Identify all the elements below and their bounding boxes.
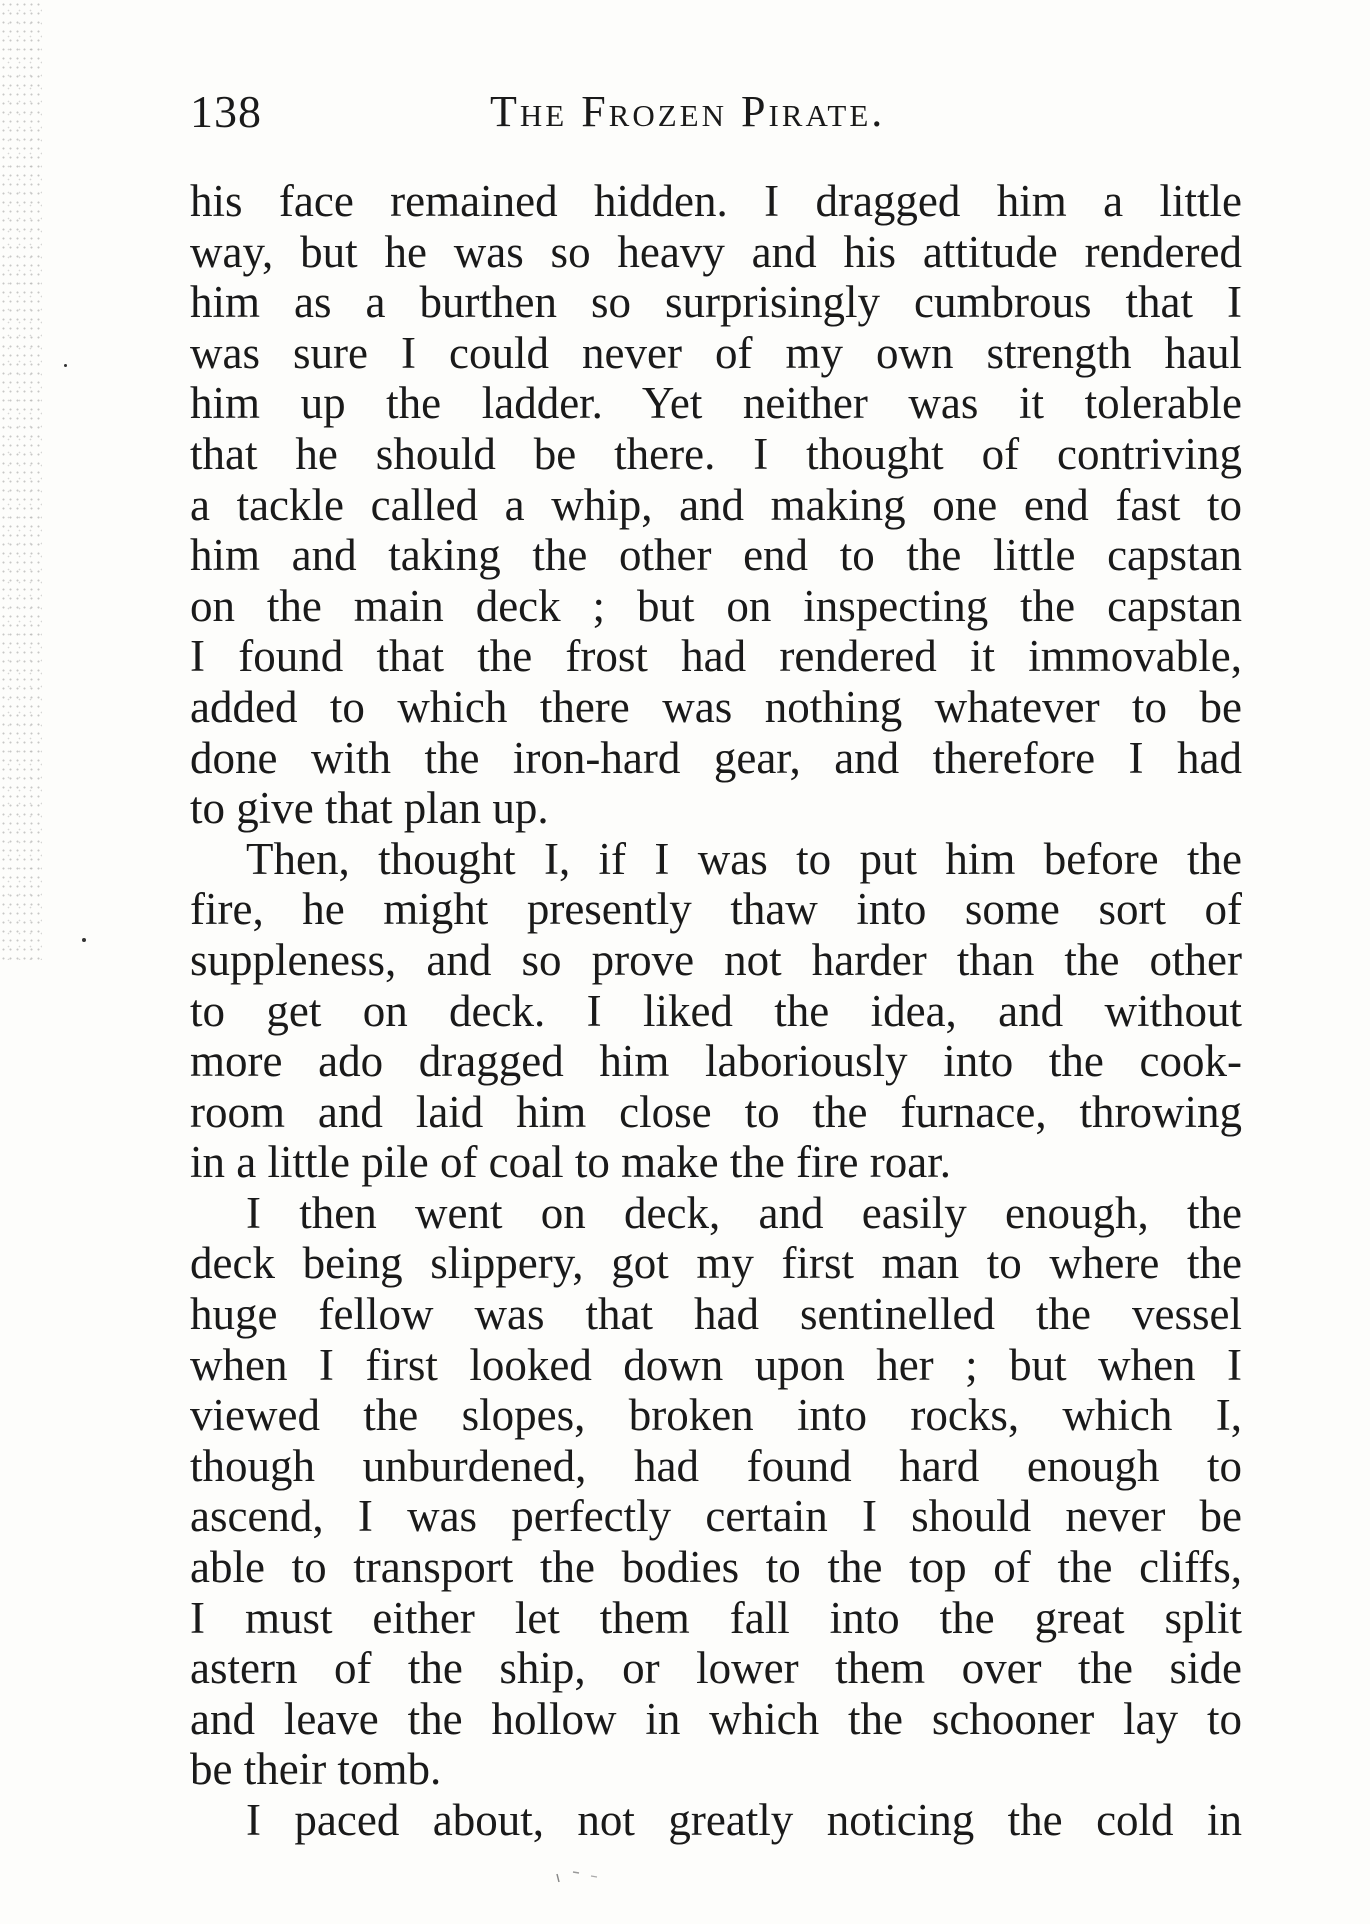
text-line: when I first looked down upon her ; but when I <box>190 1339 1242 1390</box>
text-line: a tackle called a whip, and making one end fast to <box>190 479 1242 530</box>
text-line-indented: I then went on deck, and easily enough, the <box>246 1187 1242 1238</box>
text-line: his face remained hidden. I dragged him a little <box>190 176 1242 226</box>
text-line: ascend, I was perfectly certain I should never be <box>190 1491 1242 1542</box>
text-line: on the main deck ; but on inspecting the capstan <box>190 580 1242 631</box>
scan-dust-dot <box>64 364 67 367</box>
scan-dust-dot <box>82 938 86 942</box>
text-line: way, but he was so heavy and his attitude rendered <box>190 226 1242 277</box>
text-line: him as a burthen so surprisingly cumbrous that I <box>190 277 1242 328</box>
text-line: huge fellow was that had sentinelled the vessel <box>190 1289 1242 1340</box>
text-line: I must either let them fall into the great split <box>190 1592 1242 1643</box>
scan-smudge-mark <box>555 1868 635 1889</box>
text-line: I found that the frost had rendered it immovable, <box>190 631 1242 682</box>
text-line: more ado dragged him laboriously into the cook- <box>190 1036 1242 1087</box>
page-number: 138 <box>190 86 262 137</box>
text-line: that he should be there. I thought of contriving <box>190 428 1242 479</box>
text-line: added to which there was nothing whatever to be <box>190 681 1242 732</box>
text-line: though unburdened, had found hard enough to <box>190 1440 1242 1491</box>
text-line: viewed the slopes, broken into rocks, which I, <box>190 1390 1242 1441</box>
text-line: suppleness, and so prove not harder than the other <box>190 934 1242 985</box>
text-line: room and laid him close to the furnace, throwing <box>190 1086 1242 1137</box>
text-line: and leave the hollow in which the schooner lay to <box>190 1693 1242 1744</box>
text-line: be their tomb. <box>190 1744 442 1795</box>
running-title: The Frozen Pirate. <box>490 87 886 136</box>
text-line: in a little pile of coal to make the fire roar. <box>190 1137 951 1188</box>
text-line: done with the iron-hard gear, and therefore I had <box>190 732 1242 783</box>
text-line: able to transport the bodies to the top of the cliffs, <box>190 1542 1242 1593</box>
running-header <box>190 82 1230 142</box>
text-line: him up the ladder. Yet neither was it tolerable <box>190 378 1242 429</box>
text-line-indented: Then, thought I, if I was to put him before the <box>246 833 1242 884</box>
text-line: fire, he might presently thaw into some sort of <box>190 884 1242 935</box>
smudge-icon <box>555 1868 635 1884</box>
text-line: to get on deck. I liked the idea, and without <box>190 985 1242 1036</box>
scan-gutter-speckle <box>0 0 42 960</box>
body-text <box>190 176 1242 1846</box>
text-line: him and taking the other end to the little capstan <box>190 530 1242 581</box>
text-line: was sure I could never of my own strength haul <box>190 327 1242 378</box>
text-line-indented: I paced about, not greatly noticing the cold in <box>246 1795 1242 1845</box>
text-line: astern of the ship, or lower them over the side <box>190 1643 1242 1694</box>
text-line: deck being slippery, got my first man to where the <box>190 1238 1242 1289</box>
text-line: to give that plan up. <box>190 783 549 834</box>
